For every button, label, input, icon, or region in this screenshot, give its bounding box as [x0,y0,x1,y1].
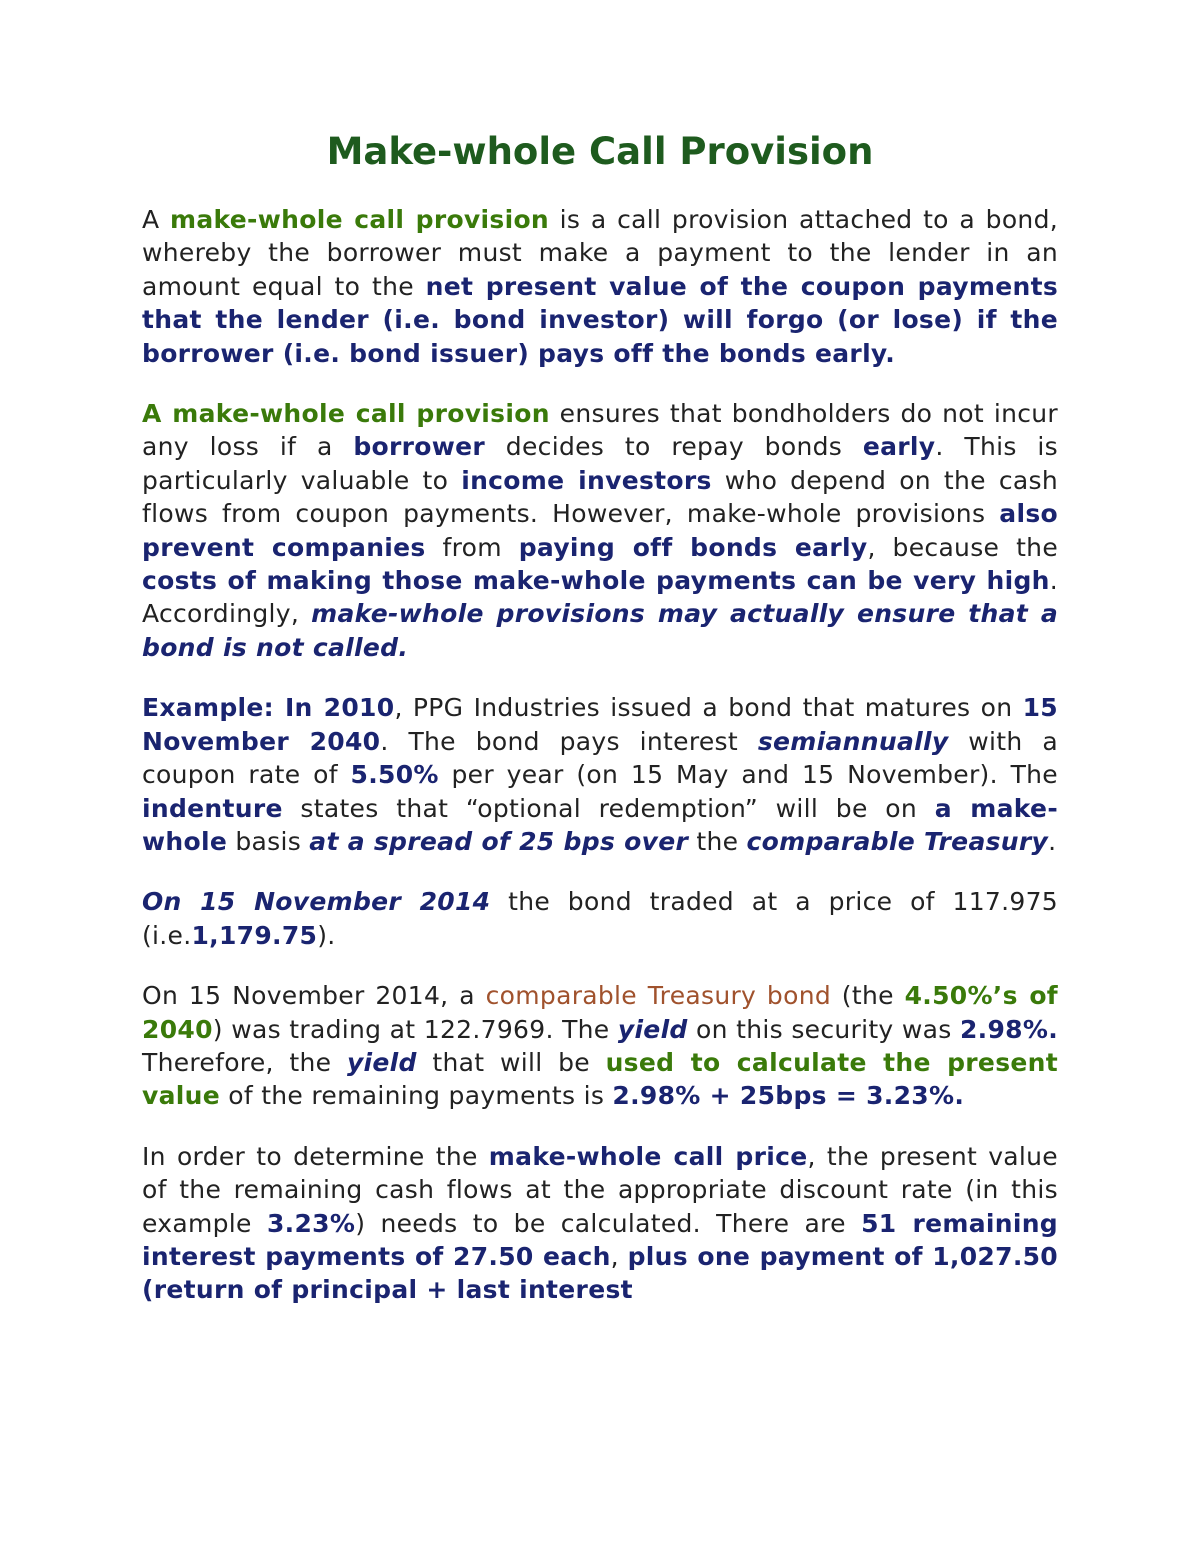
plain-text: , PPG Industries issued a bond that matures on [394,693,1023,723]
emphasis-term: 5.50% [350,760,439,790]
plain-text: ensures that bondholders do not incur any loss if a [142,399,1058,462]
emphasis-term: net present value of the coupon payments that the lender (i.e. bond investor) will forgo (or lose) if the borrower (i.e. bond issuer) pays off the bonds early. [142,271,1059,368]
paragraph-call-price [142,1140,1058,1307]
emphasis-italic-term: comparable Treasury [746,826,1049,856]
plain-text: A [142,205,171,234]
emphasis-italic-term: semiannually [757,726,949,756]
plain-text: , because the [867,532,1058,562]
plain-text: . Accordingly, [142,566,1058,629]
paragraph-trade-price [142,885,1058,952]
emphasis-term: paying off bonds early [518,532,868,562]
plain-text: from [425,532,519,562]
plain-text: , [610,1241,628,1271]
emphasis-term: early [862,432,936,462]
green-term: 4.50%’s of 2040 [142,981,1058,1044]
plain-text: basis [227,826,310,856]
emphasis-term: a make-whole [142,793,1058,856]
plain-text: (the [831,981,905,1011]
emphasis-term: plus one payment of 1,027.50 [627,1241,1059,1271]
plain-text: on this security was [687,1014,960,1044]
emphasis-term: Example: In 2010 [142,693,395,723]
plain-text: On 15 November 2014, a [142,981,486,1011]
plain-text: ) was trading at 122.7969. The [212,1014,618,1044]
emphasis-term: make-whole call price [488,1141,808,1171]
plain-text: states that “optional redemption” will be on [282,793,935,823]
emphasis-term: indenture [142,793,283,823]
plain-text: ). [317,920,336,950]
plain-text: . [1048,826,1057,856]
emphasis-italic-term: make-whole provisions may actually ensure that a bond is not called. [142,599,1058,662]
emphasis-term: 2.98%. [959,1014,1058,1044]
emphasis-italic-term: On 15 November 2014 [142,887,491,917]
document-body [142,203,1058,1307]
plain-text: the [688,826,747,856]
plain-text: the bond traded at a price of 117.975 (i.e. [142,887,1059,950]
plain-text: of the remaining payments is [220,1081,613,1111]
plain-text: who depend on the cash flows from coupon payments. However, make-whole provisions [142,465,1058,529]
emphasis-term: 3.23% [266,1208,356,1238]
plain-text: In order to determine the [142,1141,489,1171]
emphasis-term: (return of principal + last interest [142,1275,633,1305]
emphasis-italic-term: yield [346,1047,417,1077]
paragraph-purpose [142,397,1058,664]
emphasis-term: also prevent companies [142,499,1058,562]
paragraph-treasury-yield [142,979,1058,1113]
emphasis-italic-term: yield [617,1014,688,1044]
emphasis-term: 15 November 2040 [142,693,1058,756]
linked-term: comparable Treasury bond [485,981,832,1011]
emphasis-term: income investors [461,465,712,495]
emphasis-term: 51 remaining interest payments of 27.50 each [142,1208,1058,1271]
plain-text: per year (on 15 May and 15 November). The [438,760,1058,790]
green-term: make-whole call provision [170,205,550,234]
plain-text: ) needs to be calculated. There are [355,1208,862,1238]
paragraph-example [142,691,1058,858]
green-term: A make-whole call provision [142,399,550,429]
plain-text: that will be [416,1047,606,1077]
plain-text: . This is particularly valuable to [142,432,1058,495]
green-term: used to calculate the present value [142,1047,1058,1111]
emphasis-italic-term: at a spread of 25 bps over [309,826,689,856]
emphasis-term: 2.98% + 25bps = 3.23%. [612,1081,965,1111]
plain-text: with a coupon rate of [142,726,1058,790]
paragraph-definition [142,203,1058,370]
plain-text: Therefore, the [142,1047,347,1077]
plain-text: . The bond pays interest [380,726,758,756]
emphasis-term: costs of making those make-whole payments can be very high [142,566,1050,596]
emphasis-term: 1,179.75 [191,920,318,950]
plain-text: is a call provision attached to a bond, whereby the borrower must make a payment to the lender in an amount equal to the [142,205,1058,301]
emphasis-term: borrower [353,432,486,462]
plain-text: , the present value of the remaining cash flows at the appropriate discount rate (in this example [142,1141,1058,1238]
plain-text: decides to repay bonds [485,432,863,462]
page-title: Make-whole Call Provision [326,130,874,173]
